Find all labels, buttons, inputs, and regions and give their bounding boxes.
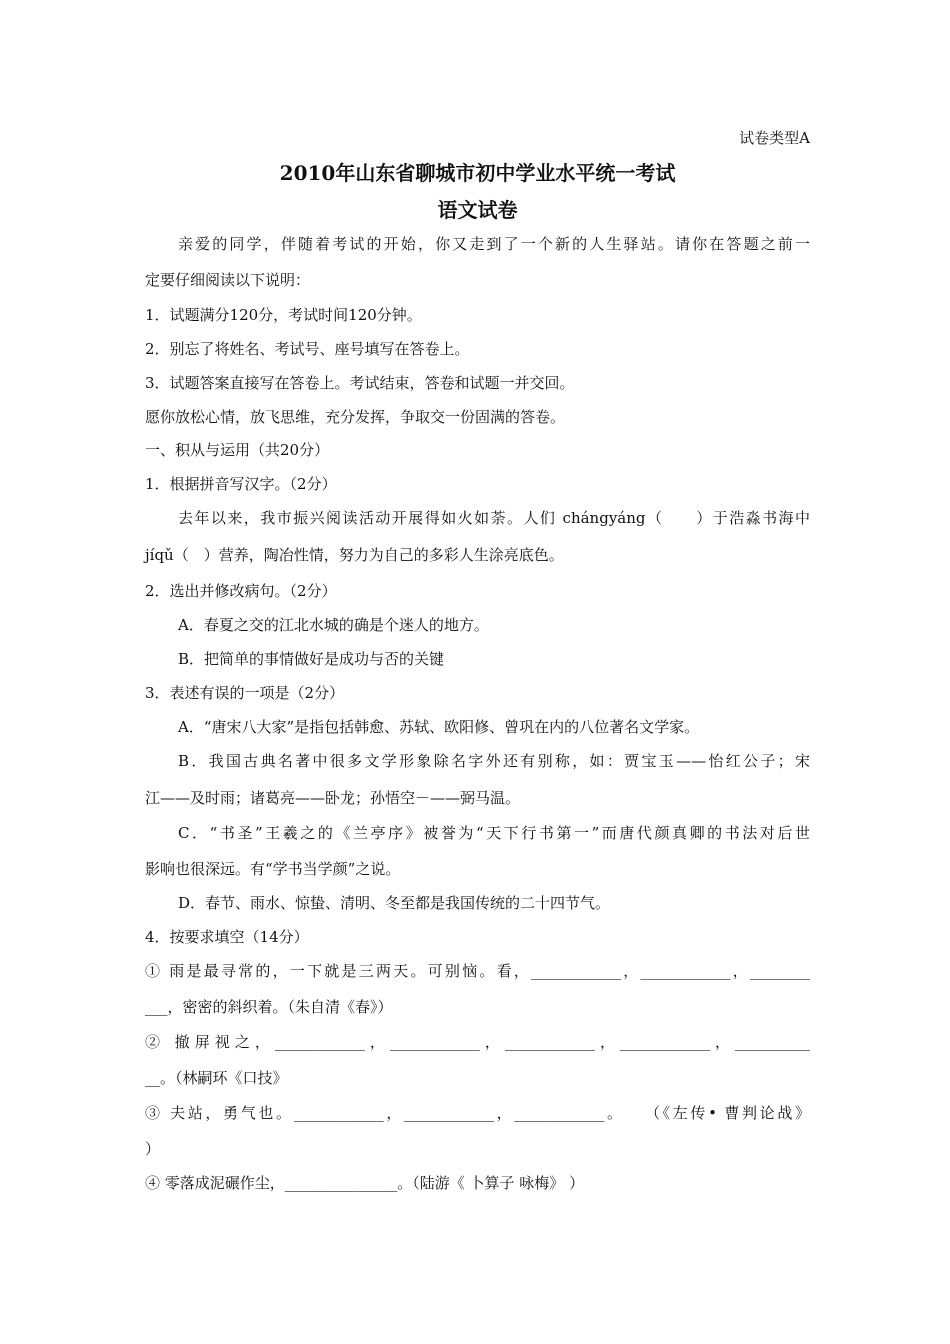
q4-item-1-line-2: ___，密密的斜织着。（朱自清《春》） <box>145 998 393 1016</box>
q3-option-c-line-2: 影响也很深远。有“学书当学颜”之说。 <box>145 860 401 878</box>
q3-option-c-line-1: C．“书圣”王羲之的《兰亭序》被誉为“天下行书第一”而唐代颜真卿的书法对后世 <box>178 824 810 842</box>
q3-option-d: D．春节、雨水、惊蛰、清明、冬至都是我国传统的二十四节气。 <box>178 894 611 912</box>
q1-line-1: 去年以来，我市振兴阅读活动开展得如火如荼。人们 chángyáng（ ）于浩淼书海中 <box>178 509 810 527</box>
section-heading: 一、积从与运用（共20分） <box>145 441 330 459</box>
q2-option-a: A．春夏之交的江北水城的确是个迷人的地方。 <box>178 616 489 634</box>
q2-option-b: B．把简单的事情做好是成功与否的关键 <box>178 650 445 668</box>
exam-title: 2010年山东省聊城市初中学业水平统一考试 <box>279 161 676 185</box>
q3-stem: 3．表述有误的一项是（2分） <box>145 684 345 702</box>
paper-type-label: 试卷类型A <box>739 129 810 147</box>
q2-stem: 2．选出并修改病句。（2分） <box>145 582 337 600</box>
intro-line-1: 亲爱的同学，伴随着考试的开始，你又走到了一个新的人生驿站。请你在答题之前一 <box>178 235 810 253</box>
q1-line-2: jíqǔ（ ）营养，陶冶性情，努力为自己的多彩人生涂亮底色。 <box>145 546 564 564</box>
intro-line-2: 定要仔细阅读以下说明： <box>145 271 311 289</box>
q4-item-2-line-2: __。（林嗣环《口技》 <box>145 1069 288 1087</box>
wish-text: 愿你放松心情，放飞思维，充分发挥，争取交一份固满的答卷。 <box>145 408 566 426</box>
q3-option-a: A．“唐宋八大家”是指包括韩愈、苏轼、欧阳修、曾巩在内的八位著名文学家。 <box>178 718 700 736</box>
q4-item-4: ④ 零落成泥碾作尘，_______________。（陆游《 卜算子 咏梅》 ） <box>145 1174 585 1192</box>
q4-stem: 4．按要求填空（14分） <box>145 928 309 946</box>
q3-option-b-line-1: B．我国古典名著中很多文学形象除名字外还有别称，如：贾宝玉——怡红公子；宋 <box>178 752 810 770</box>
q4-item-3-line-2: ） <box>145 1140 161 1158</box>
instruction-2: 2．别忘了将姓名、考试号、座号填写在答卷上。 <box>145 340 470 358</box>
instruction-1: 1．试题满分120分，考试时间120分钟。 <box>145 306 422 324</box>
q4-item-1-line-1: ① 雨是最寻常的，一下就是三两天。可别恼。看，____________，____________，________ <box>145 962 810 980</box>
q1-stem: 1．根据拼音写汉字。（2分） <box>145 475 337 493</box>
q3-option-b-line-2: 江——及时雨；诸葛亮——卧龙；孙悟空－——弼马温。 <box>145 789 521 807</box>
q4-item-2-line-1: ② 撤屏视之，____________，____________，____________，____________，__________ <box>145 1033 810 1051</box>
q4-item-3-line-1: ③ 夫站，勇气也。____________，____________，____________。 （《左传• 曹判论战》 <box>145 1104 810 1122</box>
exam-subtitle: 语文试卷 <box>437 198 518 222</box>
instruction-3: 3．试题答案直接写在答卷上。考试结束，答卷和试题一并交回。 <box>145 374 575 392</box>
